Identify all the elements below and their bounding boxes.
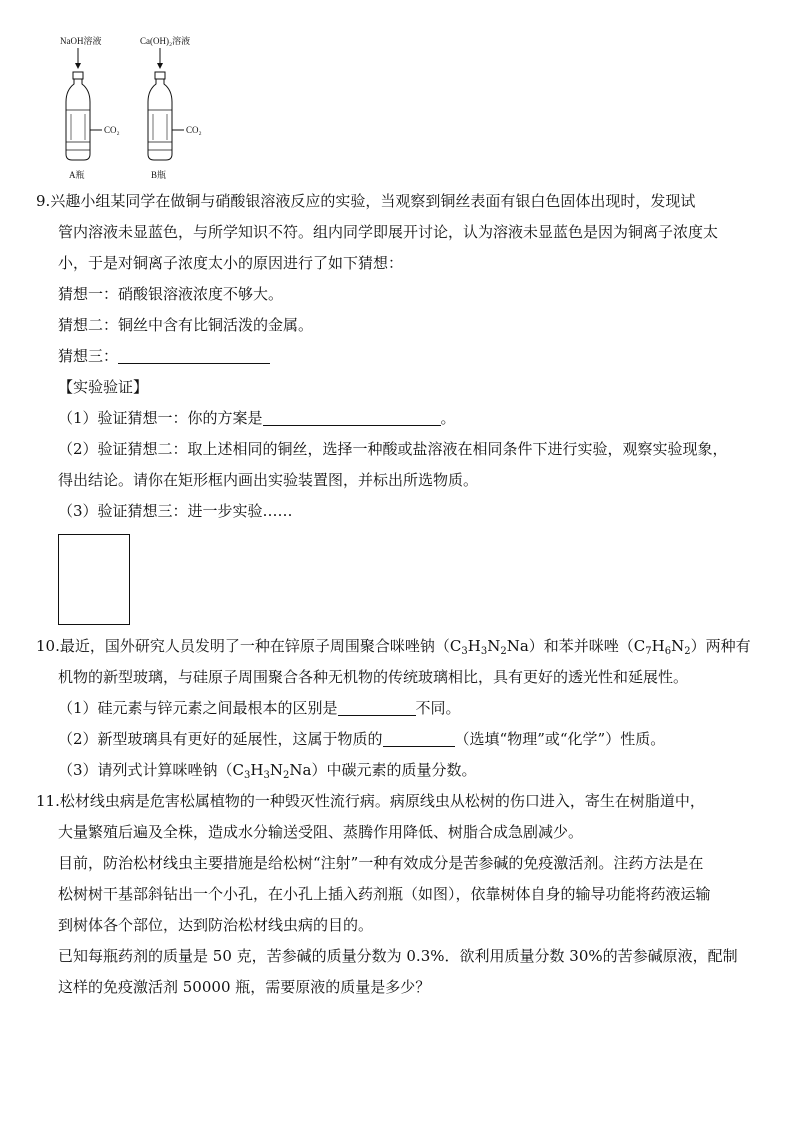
bottles-diagram: [40, 32, 240, 187]
q9-guess-2: 猜想二：铜丝中含有比铜活泼的金属。: [58, 316, 314, 334]
q11-text-1: 松材线虫病是危害松属植物的一种毁灭性流行病。病原线虫从松树的伤口进入，寄生在树脂道中，: [59, 792, 705, 810]
bottle-b-top-label: Ca(OH)₂溶液: [140, 36, 191, 46]
q10-f2-n: N: [671, 637, 685, 655]
q10-sub3-h-sub: 3: [263, 770, 270, 781]
q10-sub-2-text: （2）新型玻璃具有更好的延展性，这属于物质的: [58, 730, 383, 748]
bottle-a-caption: A瓶: [69, 170, 85, 180]
q10-f1-na: Na）和苯并咪唑（C: [506, 637, 646, 655]
q10-f2-h-sub: 6: [664, 646, 672, 657]
q10-line-1: [36, 631, 766, 662]
q10-sub3-h: H: [250, 761, 264, 779]
q10-f1-h-sub: 3: [480, 646, 488, 657]
q10-text-1b: ）两种有: [690, 637, 751, 655]
q11-number: 11.: [36, 792, 60, 810]
q9-sub-1-blank[interactable]: [263, 408, 441, 426]
question-10: [36, 631, 766, 786]
q10-number: 10.: [36, 637, 60, 655]
q10-sub3-c-sub: 3: [244, 770, 251, 781]
q9-sub-2-line-1: （2）验证猜想二：取上述相同的铜丝，选择一种酸或盐溶液在相同条件下进行实验，观察实验现象，: [58, 440, 728, 458]
q10-f1-c-sub: 3: [461, 646, 468, 657]
q9-number: 9.: [36, 192, 51, 210]
q10-text-1a: 最近，国外研究人员发明了一种在锌原子周围聚合咪唑钠（C: [59, 637, 462, 655]
q10-sub-3-end: Na）中碳元素的质量分数。: [289, 761, 477, 779]
q10-f1-n-sub: 2: [500, 646, 507, 657]
q10-sub-2-end: （选填“物理”或“化学”）性质。: [454, 730, 666, 748]
q10-sub-2-line: [36, 724, 766, 755]
bottle-a-top-label: NaOH溶液: [60, 36, 102, 46]
bottle-a: [66, 72, 90, 160]
q10-sub-1-end: 不同。: [415, 699, 461, 717]
q9-sub-2-line-2: 得出结论。请你在矩形框内画出实验装置图，并标出所选物质。: [58, 471, 479, 489]
q10-sub-1-text: （1）硅元素与锌元素之间最根本的区别是: [58, 699, 338, 717]
q10-sub3-n: N: [269, 761, 283, 779]
bottle-b-caption: B瓶: [151, 170, 167, 180]
q9-line-2: 管内溶液未显蓝色，与所学知识不符。组内同学即展开讨论，认为溶液未显蓝色是因为铜离子浓度太: [58, 223, 719, 241]
q9-section-title: 【实验验证】: [58, 378, 149, 396]
bottle-b-side-label: CO₂: [186, 125, 202, 135]
q10-sub-3-line: [36, 755, 766, 786]
q10-f2-n-sub: 2: [684, 646, 691, 657]
q11-line-4: 松树树干基部斜钻出一个小孔，在小孔上插入药剂瓶（如图），依靠树体自身的输导功能将药液运输: [58, 885, 711, 903]
q10-sub-2-blank[interactable]: [383, 729, 455, 747]
q9-text-1: 兴趣小组某同学在做铜与硝酸银溶液反应的实验，当观察到铜丝表面有银白色固体出现时，发现试: [50, 192, 696, 210]
q10-line-2: 机物的新型玻璃，与硅原子周围聚合各种无机物的传统玻璃相比，具有更好的透光性和延展性。: [58, 668, 689, 686]
q9-drawing-box[interactable]: [58, 534, 130, 625]
q9-sub-1-end: 。: [440, 409, 456, 427]
q9-sub-1-text: （1）验证猜想一：你的方案是: [58, 409, 263, 427]
bottle-b: [148, 72, 172, 160]
q10-sub-3-text: （3）请列式计算咪唑钠（C: [58, 761, 245, 779]
q11-line-7: 这样的免疫激活剂 50000 瓶，需要原液的质量是多少？: [58, 978, 431, 996]
q11-line-6: 已知每瓶药剂的质量是 50 克，苦参碱的质量分数为 0.3%．欲利用质量分数 30%的苦参碱原液，配制: [58, 947, 738, 965]
bottle-a-side-label: CO₂: [104, 125, 120, 135]
q10-f1-h: H: [467, 637, 481, 655]
q9-sub-3: （3）验证猜想三：进一步实验……: [58, 502, 293, 520]
q9-guess-1: 猜想一：硝酸银溶液浓度不够大。: [58, 285, 284, 303]
q9-line-3: 小，于是对铜离子浓度太小的原因进行了如下猜想：: [58, 254, 404, 272]
q11-line-2: 大量繁殖后遍及全株，造成水分输送受阻、蒸腾作用降低、树脂合成急剧减少。: [58, 823, 584, 841]
q9-sub-1-line: [36, 403, 766, 434]
q11-line-1: [36, 786, 766, 817]
q10-f1-n: N: [487, 637, 501, 655]
q10-f2-c-sub: 7: [645, 646, 652, 657]
q10-sub-1-line: [36, 693, 766, 724]
q10-f2-h: H: [651, 637, 665, 655]
bottles-figure: [40, 32, 240, 187]
bottle-a-arrowhead: [75, 63, 81, 69]
question-9: [36, 186, 766, 527]
question-11: [36, 786, 766, 1003]
bottle-b-arrowhead: [157, 63, 163, 69]
q9-guess-3: 猜想三：: [58, 347, 119, 365]
q9-guess-3-line: [36, 341, 766, 372]
q11-line-3: 目前，防治松材线虫主要措施是给松树“注射”一种有效成分是苦参碱的免疫激活剂。注药方法是在: [58, 854, 704, 872]
q10-sub3-n-sub: 2: [283, 770, 290, 781]
q9-line-1: [36, 186, 766, 217]
q9-guess-3-blank[interactable]: [118, 346, 270, 364]
q10-sub-1-blank[interactable]: [338, 698, 416, 716]
q11-line-5: 到树体各个部位，达到防治松材线虫病的目的。: [58, 916, 374, 934]
